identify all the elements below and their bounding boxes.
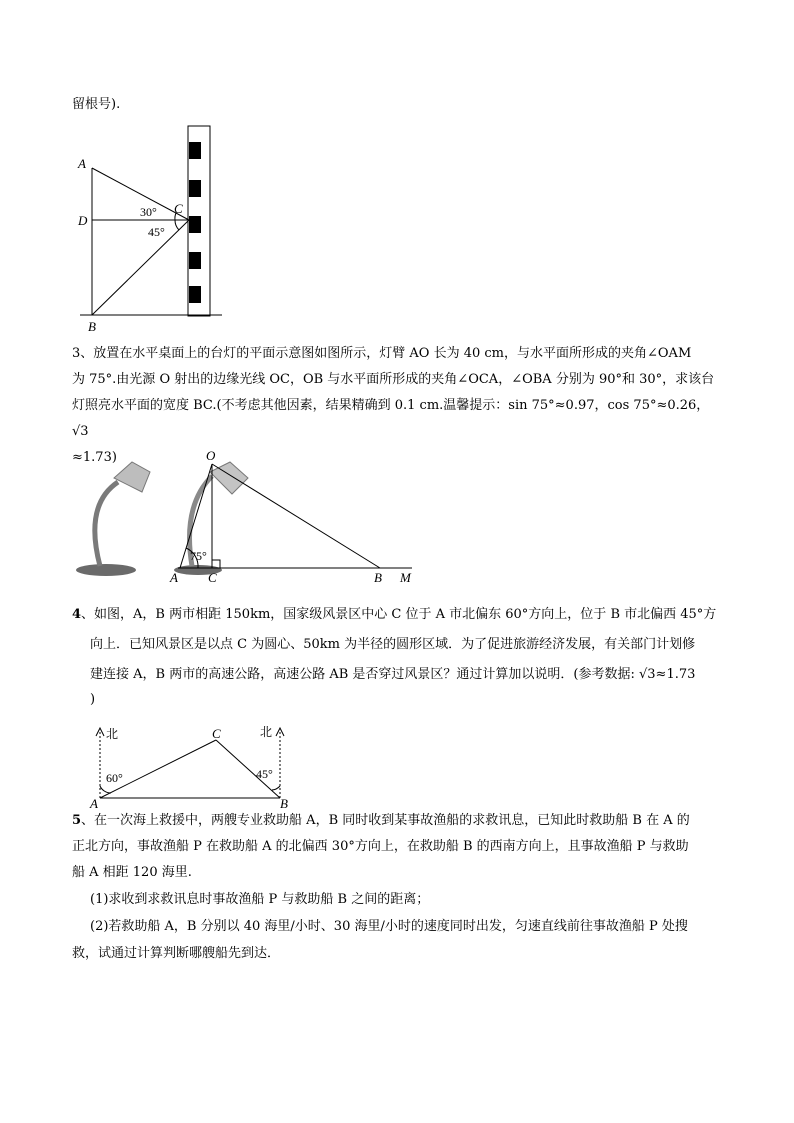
- label-c: C: [212, 726, 221, 741]
- label-c: C: [174, 201, 183, 216]
- q5-line3: 船 A 相距 120 海里.: [72, 865, 192, 880]
- q4-number: 4: [72, 607, 82, 622]
- segment-ob: [212, 464, 380, 568]
- label-a: A: [90, 796, 98, 810]
- label-d: D: [78, 213, 88, 228]
- window-1: [189, 142, 201, 159]
- angle-label-60: 60°: [106, 771, 123, 785]
- window-4: [189, 252, 201, 269]
- q5-sub1: (1)求收到求救讯息时事故渔船 P 与救助船 B 之间的距离；: [90, 892, 430, 907]
- question-5: [72, 808, 722, 886]
- q4-line1: 、如图，A，B 两市相距 150km，国家级风景区中心 C 位于 A 市北偏东 60°方向上，位于 B 市北偏西 45°方: [81, 607, 717, 622]
- segment-ac: [100, 740, 216, 798]
- label-b: B: [280, 796, 288, 810]
- label-a: A: [78, 156, 86, 171]
- q3-line4: ≈1.73): [72, 450, 117, 465]
- q4-line3: 建连接 A，B 两市的高速公路，高速公路 AB 是否穿过风景区？通过计算加以说明．(参考数据: √3≈1.73: [90, 667, 696, 682]
- label-b: B: [374, 570, 382, 585]
- angle-arc-lower: [175, 220, 179, 230]
- q5-sub2b: 救，试通过计算判断哪艘船先到达．: [72, 946, 281, 961]
- q4-line2: 向上．已知风景区是以点 C 为圆心、50km 为半径的圆形区域．为了促进旅游经济发展，有关部门计划修: [90, 637, 696, 652]
- window-3: [189, 216, 201, 233]
- lamp-shade-icon: [114, 462, 150, 492]
- label-c: C: [208, 570, 217, 585]
- q3-line3: 灯照亮水平面的宽度 BC.(不考虑其他因素，结果精确到 0.1 cm.温馨提示：sin 75°≈0.97，cos 75°≈0.26，√3: [72, 398, 710, 439]
- figure-2-lamp-diagram: [168, 450, 428, 586]
- q5-line1: 、在一次海上救援中，两艘专业救助船 A，B 同时收到某事故渔船的求救讯息，已知此时救助船 B 在 A 的: [81, 813, 690, 828]
- figure-3-scenic-area: [86, 724, 296, 810]
- q3-line2: 为 75°.由光源 O 射出的边缘光线 OC，OB 与水平面所形成的夹角∠OCA，∠OBA 分别为 90°和 30°，求该台: [72, 372, 715, 387]
- segment-bc: [92, 220, 189, 315]
- q3-line1: 放置在水平桌面上的台灯的平面示意图如图所示，灯臂 AO 长为 40 cm，与水平面所形成的夹角∠OAM: [93, 346, 692, 361]
- figure-1-building-diagram: [72, 120, 232, 338]
- label-north-right: 北: [260, 725, 273, 739]
- lamp-base-icon: [76, 564, 136, 576]
- label-o: O: [206, 450, 216, 463]
- fragment-text: 留根号).: [72, 97, 121, 112]
- label-m: M: [400, 570, 411, 585]
- label-a: A: [170, 570, 178, 585]
- label-north-left: 北: [106, 727, 119, 741]
- angle-label-75: 75°: [190, 549, 207, 563]
- label-b: B: [88, 319, 96, 334]
- lamp-arm-icon: [95, 482, 118, 566]
- q5-number: 5: [72, 813, 82, 828]
- angle-arc-60: [100, 786, 111, 793]
- question-4-continued: [90, 630, 724, 710]
- angle-label-30: 30°: [140, 205, 157, 219]
- window-5: [189, 286, 201, 303]
- q4-line4: ): [90, 692, 96, 707]
- question-4: [72, 600, 722, 630]
- q3-number: 3、: [72, 346, 94, 361]
- angle-arc-45: [272, 786, 280, 790]
- angle-label-45: 45°: [148, 225, 165, 239]
- q5-sub2a: (2)若救助船 A，B 分别以 40 海里/小时、30 海里/小时的速度同时出发，匀速直线前往事故渔船 P 处搜: [90, 919, 688, 934]
- angle-label-45: 45°: [256, 767, 273, 781]
- q5-line2: 正北方向，事故渔船 P 在救助船 A 的北偏西 30°方向上，在救助船 B 的西南方向上，且事故渔船 P 与救助: [72, 839, 689, 854]
- window-2: [189, 180, 201, 197]
- desk-lamp-photo: [70, 458, 170, 580]
- question-5-subparts: [90, 886, 724, 940]
